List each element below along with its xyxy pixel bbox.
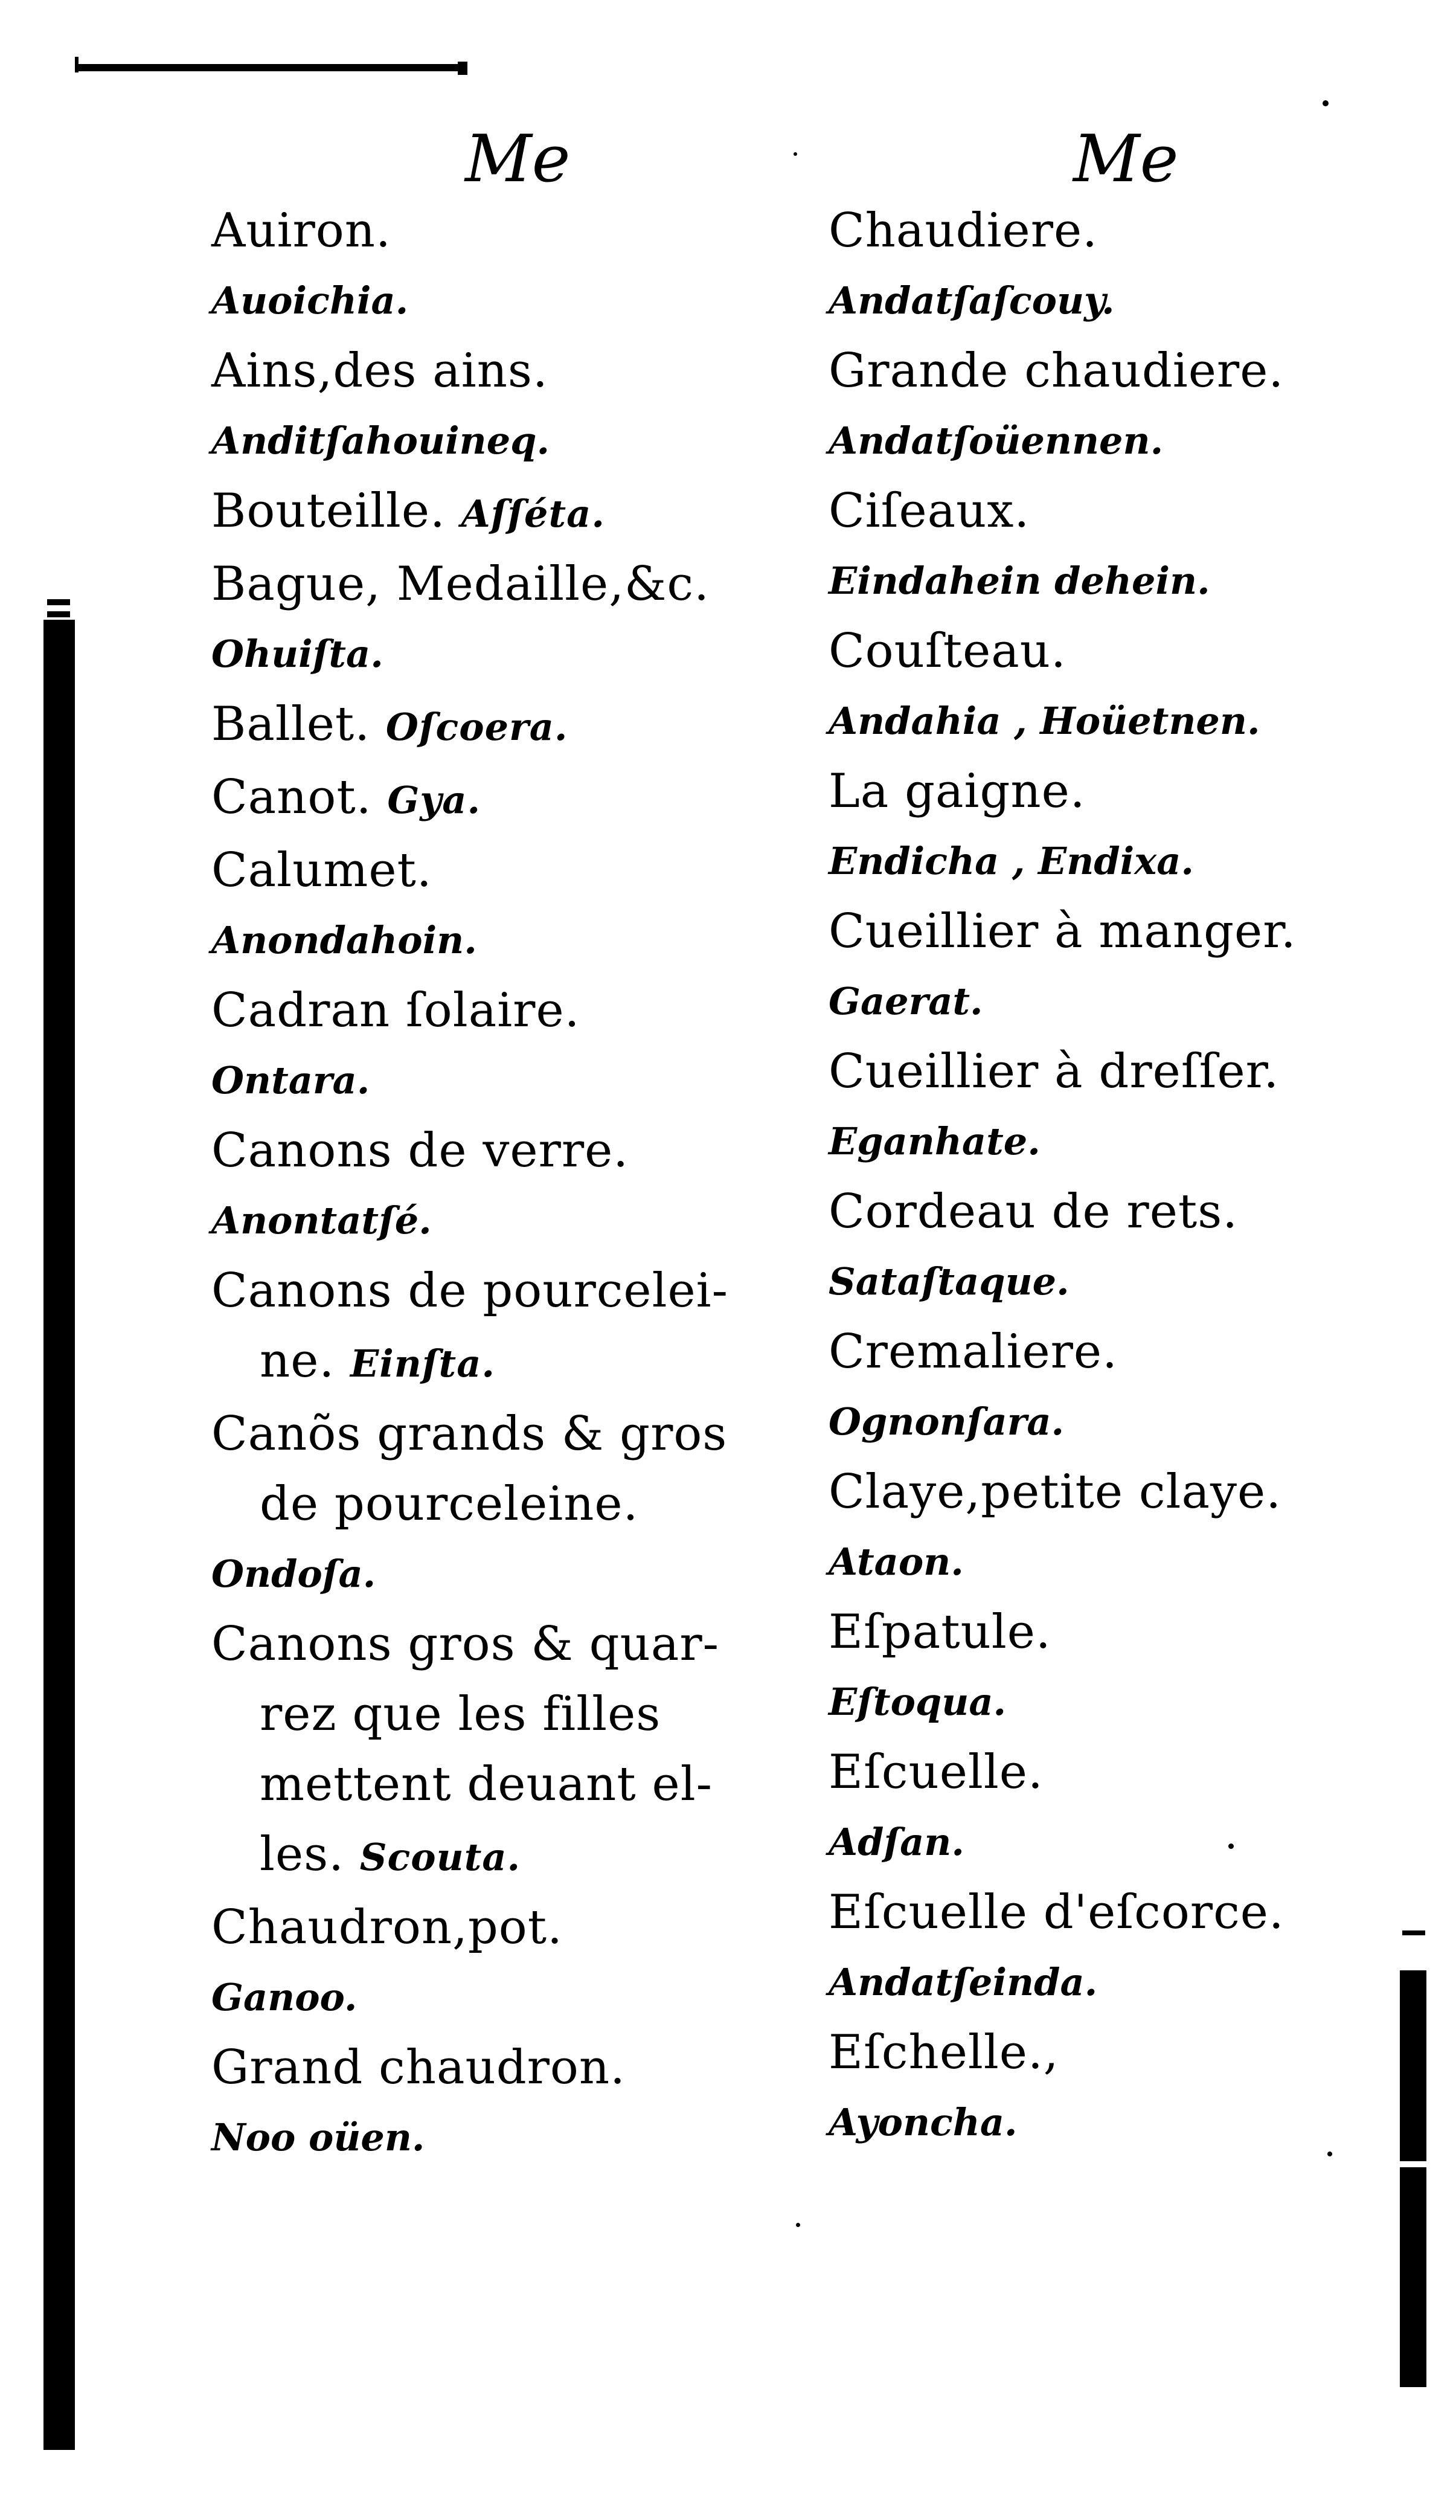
left-entry-list — [211, 196, 791, 2173]
term-entry: Cueillier à manger. — [829, 904, 1297, 959]
term-entry — [211, 689, 791, 762]
right-entry-list — [829, 196, 1384, 2158]
term-text: Ballet. — [211, 697, 371, 751]
term-continuation: de pourceleine. — [260, 1477, 639, 1531]
right-running-head: Me — [1073, 121, 1179, 197]
term-translation: Auoichia. — [211, 278, 409, 323]
term-translation: Ontara. — [211, 1058, 370, 1102]
term-text: Canot. — [211, 770, 372, 824]
term-translation: Ognonſara. — [829, 1400, 1065, 1444]
term-translation: Andahia , Hoüetnen. — [829, 699, 1260, 743]
ink-speck — [794, 152, 797, 156]
term-entry: Canõs grands & gros — [211, 1407, 728, 1461]
top-rule-end — [458, 62, 467, 75]
ink-speck — [1327, 2152, 1332, 2156]
term-entry: Cordeau de rets. — [829, 1184, 1239, 1239]
term-entry: Grand chaudron. — [211, 2040, 626, 2095]
term-translation: Ayoncha. — [829, 2100, 1018, 2144]
left-column — [211, 121, 791, 2173]
term-translation: Eindahein dehein. — [829, 559, 1210, 603]
term-entry: Claye,petite claye. — [829, 1465, 1281, 1519]
term-translation: Scouta. — [359, 1835, 521, 1879]
term-continuation: rez que les filles — [260, 1687, 661, 1741]
term-entry: Cremaliere. — [829, 1325, 1118, 1379]
term-continuation — [211, 1326, 791, 1399]
term-entry: Cueillier à dreſſer. — [829, 1044, 1280, 1099]
right-column — [829, 121, 1384, 2158]
term-translation: Sataſtaque. — [829, 1259, 1070, 1303]
term-entry: Cadran ſolaire. — [211, 983, 580, 1038]
term-entry: Canons de pourcelei- — [211, 1264, 728, 1318]
term-entry: Auiron. — [211, 204, 391, 258]
term-text: Bouteille. — [211, 484, 446, 538]
term-translation: Einſta. — [350, 1342, 495, 1386]
term-text: les. — [260, 1827, 344, 1882]
term-entry: Calumet. — [211, 843, 432, 898]
term-translation: Aſſéta. — [461, 492, 605, 536]
term-entry: Eſpatule. — [829, 1605, 1051, 1659]
term-entry: Chaudiere. — [829, 204, 1098, 258]
ink-speck — [1323, 100, 1329, 106]
term-translation: Ohuiſta. — [211, 632, 383, 676]
term-entry: Ciſeaux. — [829, 484, 1030, 538]
left-margin-mark — [47, 611, 70, 617]
term-continuation: mettent deuant el- — [260, 1757, 713, 1811]
term-entry: Canons gros & quar- — [211, 1617, 719, 1671]
term-translation: Anditſahouineq. — [211, 419, 550, 463]
term-translation: Eganhate. — [829, 1119, 1041, 1163]
ink-speck — [1228, 1843, 1234, 1849]
term-entry: Ains,des ains. — [211, 344, 548, 398]
left-margin-mark — [47, 599, 70, 605]
left-running-head: Me — [465, 121, 571, 197]
left-margin-bar — [43, 620, 75, 2450]
term-translation: Oſcoera. — [385, 705, 568, 749]
term-entry: Couſteau. — [829, 624, 1066, 678]
term-entry: La gaigne. — [829, 764, 1086, 818]
term-translation: Andatſeinda. — [829, 1960, 1098, 2004]
term-translation: Eſtoqua. — [829, 1680, 1007, 1724]
term-translation: Anondahoin. — [211, 918, 477, 962]
term-entry: Eſcuelle d'eſcorce. — [829, 1885, 1284, 1940]
ink-speck — [796, 2223, 800, 2227]
top-rule — [75, 64, 466, 71]
term-entry: Canons de verre. — [211, 1123, 629, 1178]
term-translation: Gaerat. — [829, 979, 983, 1023]
term-translation: Ondoſa. — [211, 1552, 376, 1596]
term-translation: Noo oüen. — [211, 2115, 425, 2159]
term-entry: Grande chaudiere. — [829, 344, 1284, 398]
term-translation: Ganoo. — [211, 1975, 358, 2019]
term-entry: Bague, Medaille,&c. — [211, 557, 710, 611]
term-translation: Andatſaſcouy. — [829, 278, 1115, 323]
right-margin-mark — [1402, 1930, 1425, 1935]
right-margin-bar — [1400, 1970, 1426, 2387]
term-entry: Chaudron,pot. — [211, 1900, 563, 1955]
term-continuation — [211, 1819, 791, 1892]
term-entry: Eſchelle., — [829, 2025, 1059, 2080]
term-entry — [211, 476, 791, 549]
term-translation: Endicha , Endixa. — [829, 839, 1194, 883]
term-text: ne. — [260, 1334, 335, 1388]
term-translation: Anontatſé. — [211, 1198, 432, 1242]
term-translation: Gya. — [387, 778, 481, 822]
term-translation: Andatſoüennen. — [829, 419, 1164, 463]
term-translation: Adſan. — [829, 1820, 964, 1864]
right-margin-bar-gap — [1400, 2161, 1426, 2167]
term-entry — [211, 762, 791, 835]
term-translation: Ataon. — [829, 1540, 964, 1584]
top-rule-tick — [75, 57, 79, 72]
term-entry: Eſcuelle. — [829, 1745, 1044, 1799]
